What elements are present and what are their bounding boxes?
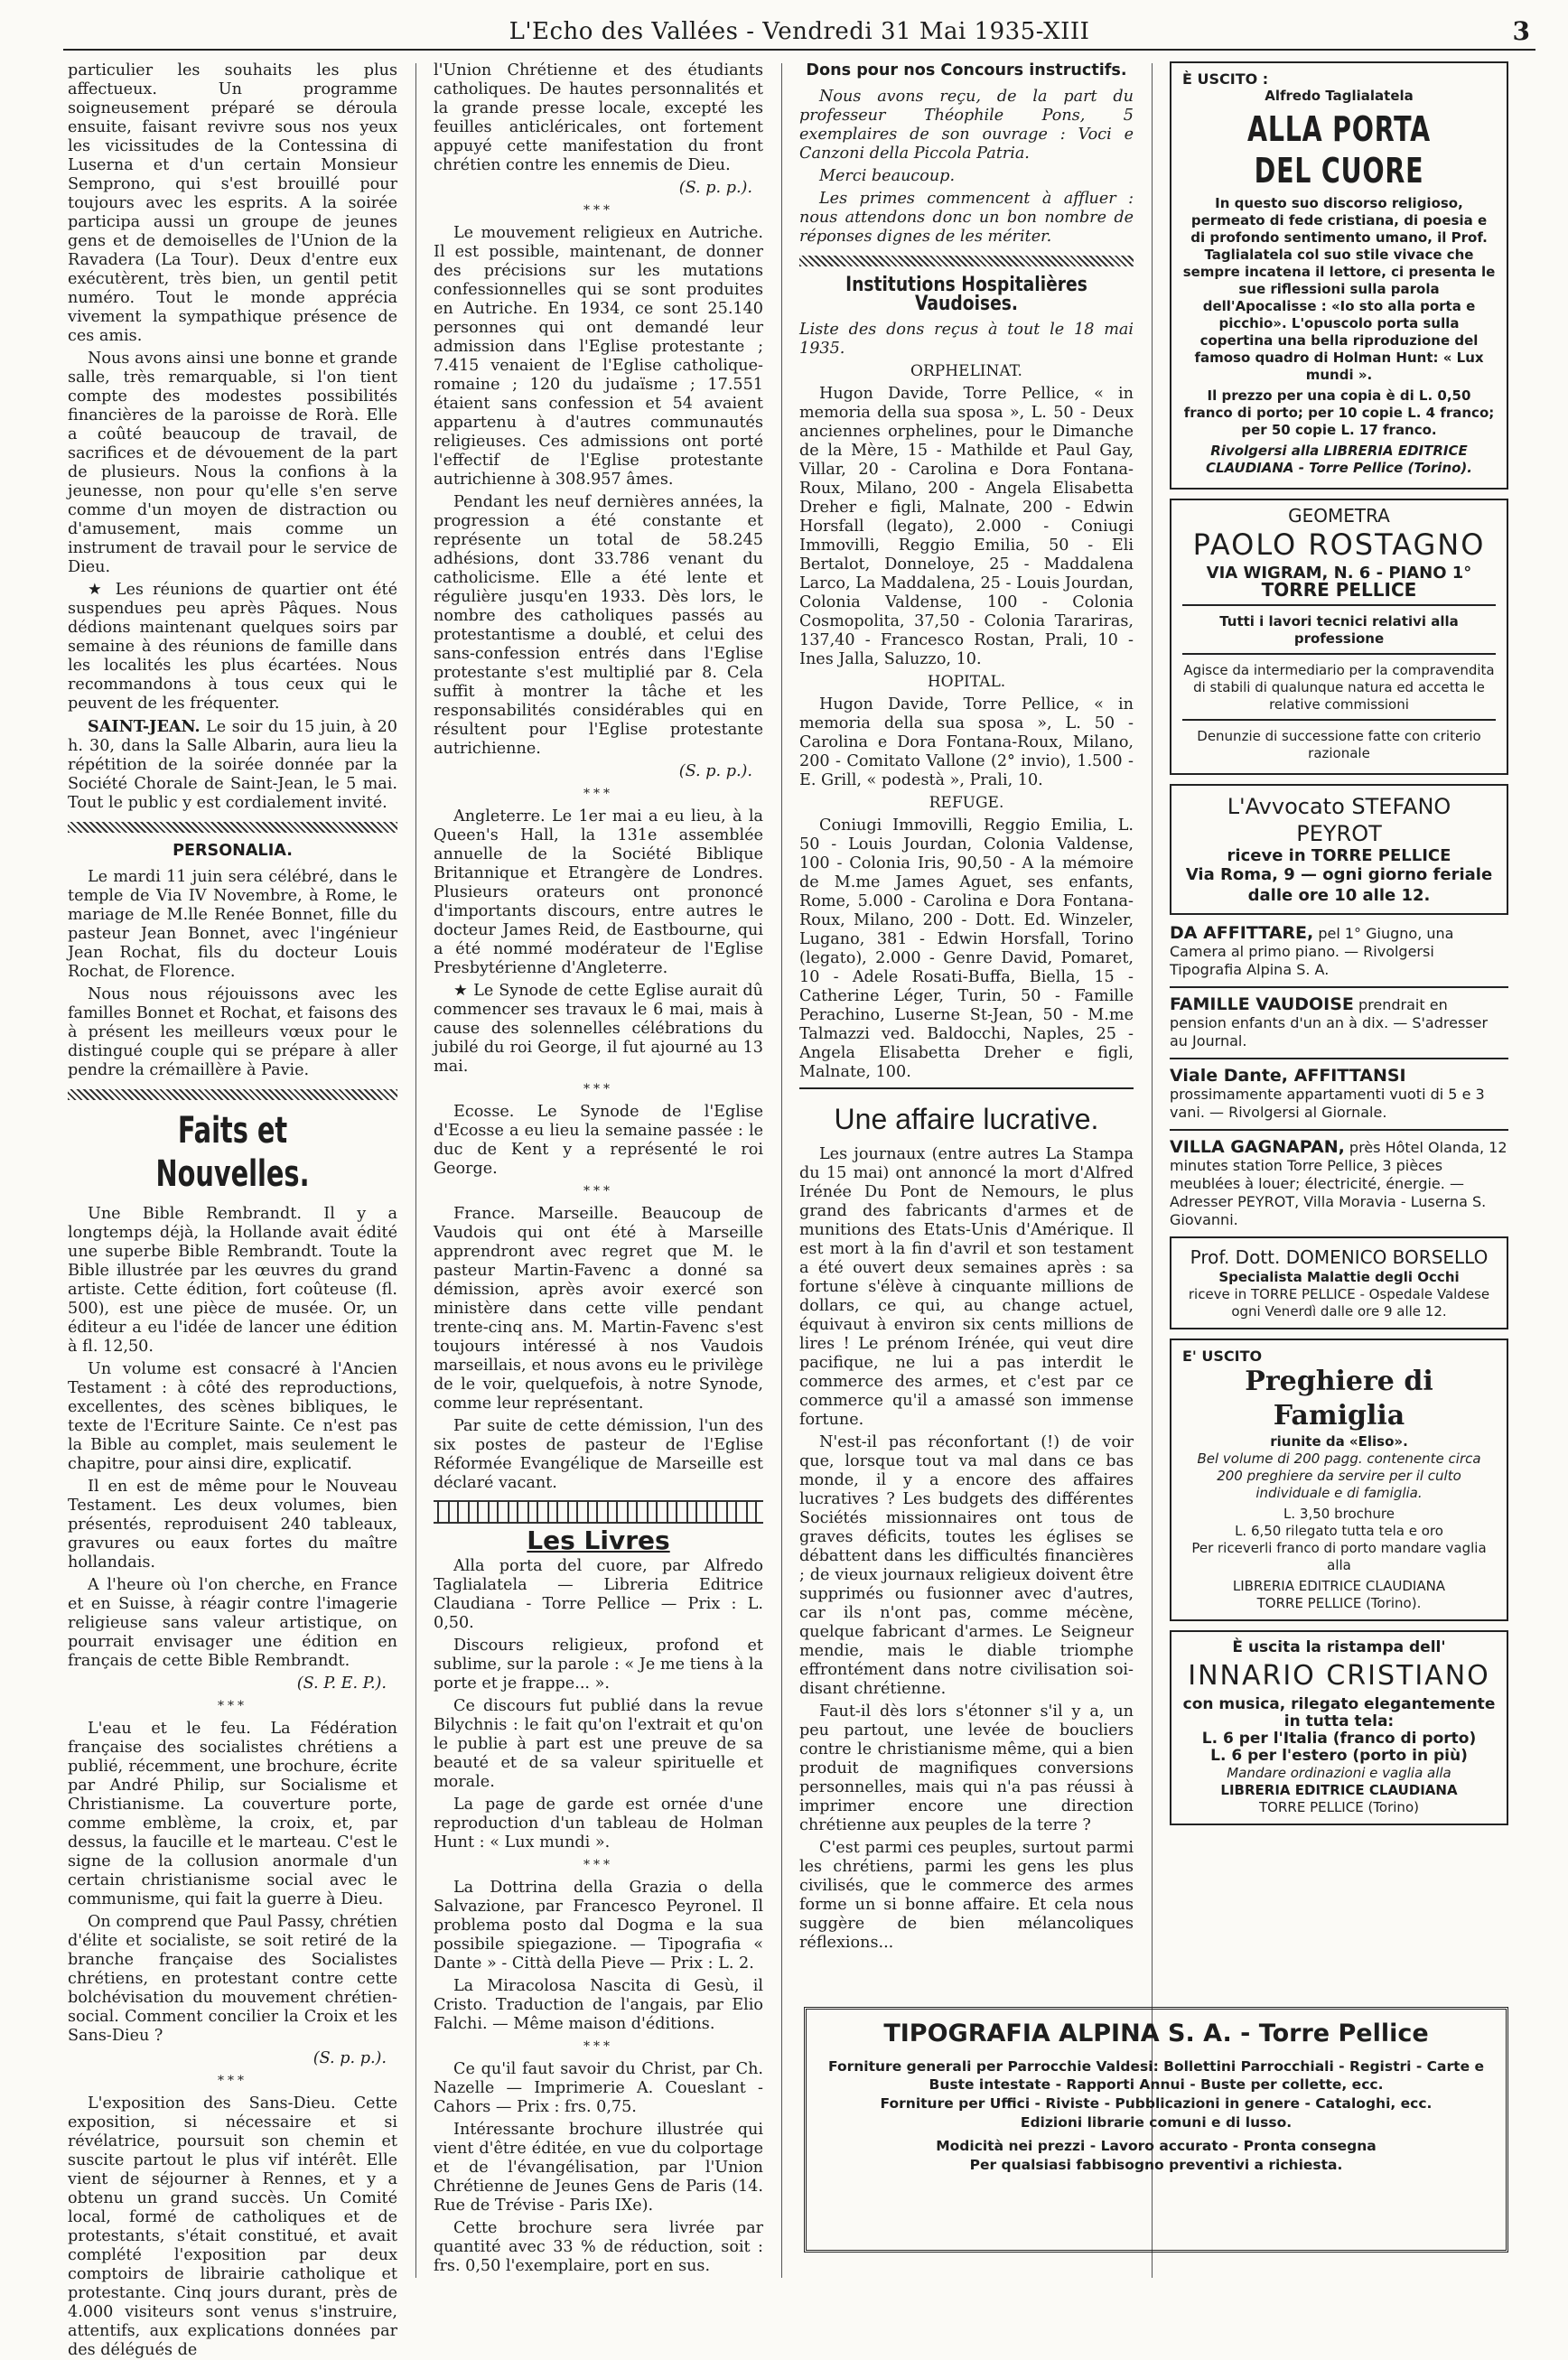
paragraph: Nous avons reçu, de la part du professeur Théophile Pons, 5 exemplaires de son ouvrage : Voci e Canzoni della Piccola Patria. bbox=[799, 88, 1134, 163]
divider bbox=[1170, 1129, 1508, 1131]
paragraph bbox=[68, 717, 397, 813]
ad-label: E' USCITO bbox=[1182, 1348, 1263, 1365]
paragraph: Par suite de cette démission, l'un des six postes de pasteur de l'Eglise Réformée Evangélique de Marseille est déclaré vacant. bbox=[434, 1417, 763, 1492]
separator: *** bbox=[583, 1082, 613, 1096]
ad-line: Specialista Malattie degli Occhi bbox=[1218, 1269, 1460, 1285]
classified-ad bbox=[1170, 924, 1508, 979]
column-rule bbox=[781, 63, 782, 2278]
classified-text: près Hôtel Olanda, 12 minutes station Torre Pellice, 3 pièces meublées à louer; électricité, énergie. — Adresser PEYROT, Villa Moravia - Luserna S. Giovanni. bbox=[1170, 1139, 1507, 1228]
divider bbox=[1182, 719, 1496, 721]
signature: (S. P. E. P.). bbox=[296, 1674, 387, 1693]
section-title: Les Livres bbox=[527, 1525, 670, 1555]
separator: *** bbox=[583, 203, 613, 218]
ad-city: TORRE PELLICE (Torino) bbox=[1259, 1799, 1419, 1815]
ad-alla-porta bbox=[1170, 61, 1508, 490]
separator: *** bbox=[583, 1858, 613, 1872]
divider bbox=[1182, 604, 1496, 606]
ad-label: È USCITO : bbox=[1182, 70, 1269, 88]
section-title: Une affaire lucrative. bbox=[834, 1103, 1099, 1135]
classified-title: FAMILLE VAUDOISE bbox=[1170, 994, 1354, 1014]
ad-name: Prof. Dott. DOMENICO BORSELLO bbox=[1190, 1246, 1489, 1268]
paragraph: Coniugi Immovilli, Reggio Emilia, L. 50 - Louis Jourdan, Colonia Valdense, 100 - Colonia Iris, 90,50 - A la mémoire de M.me James Aguet, ses enfants, Rome, 5.000 - Carolina e Dora Fontana-Roux, Milano, 200 - Dott. Ed. Winzeler, Lugano, 381 - Edwin Horsfall, Torino (legato), 2.000 - Genre David, Pomaret, 10 - Adele Rosati-Buffa, Biella, 15 - Catherine Léger, Turin, 50 - Famille Perachino, Luserne St-Jean, 50 - M.me Talmazzi ved. Baldocchi, Naples, 25 - Angela Elisabetta Dreher e figli, Malnate, 100. bbox=[799, 816, 1134, 1081]
page-header bbox=[63, 13, 1535, 51]
page-number: 3 bbox=[1512, 16, 1530, 46]
classified-ad bbox=[1170, 1138, 1508, 1229]
ad-borsello bbox=[1170, 1236, 1508, 1329]
ad-name: PAOLO ROSTAGNO bbox=[1192, 527, 1486, 562]
paragraph: Ce discours fut publié dans la revue Bilychnis : le fait qu'on l'extrait et qu'on le publie à part est une preuve de sa beauté et de sa valeur spirituelle et morale. bbox=[434, 1697, 763, 1791]
paragraph: Ecosse. Le Synode de l'Eglise d'Ecosse a eu lieu la semaine passée : le duc de Kent y a représenté le roi George. bbox=[434, 1103, 763, 1178]
ad-city: TORRE PELLICE (Torino). bbox=[1256, 1595, 1422, 1611]
ad-title: ALLA PORTA DEL CUORE bbox=[1247, 109, 1431, 191]
classified-title: DA AFFITTARE, bbox=[1170, 923, 1314, 943]
ornament-divider bbox=[68, 1089, 397, 1100]
paragraph: N'est-il pas réconfortant (!) de voir que, lorsque tout va mal dans ce bas monde, il y a encore des affaires lucratives ? Les budgets des différentes Sociétés missionnaires ont tous de graves déficits, toutes les églises se débattent dans les difficultés financières ; de vieux journaux religieux doivent être supprimés ou fusionner avec d'autres, car ils n'ont pas, comme mécène, quelque fabricant d'armes. Le Seigneur mendie, mais le diable triomphe effrontément dans notre civilisation soi-disant chrétienne. bbox=[799, 1433, 1134, 1698]
ad-price: L. 3,50 brochure bbox=[1283, 1506, 1395, 1522]
classified-ad bbox=[1170, 995, 1508, 1050]
classified-text: pel 1° Giugno, una Camera al primo piano. — Rivolgersi Tipografia Alpina S. A. bbox=[1170, 925, 1454, 978]
ad-line: riceve in TORRE PELLICE bbox=[1227, 846, 1451, 865]
paragraph: particulier les souhaits les plus affectueux. Un programme soigneusement préparé se déroula ensuite, faisant revivre sous nos yeux les vicissitudes de la Contessina di Luserna et d'un certain Monsieur Semprono, qui s'est brouillé pour toujours avec les esprits. A la soirée participa aussi un groupe de jeunes gens et de demoiselles de l'Union de la Ravadera (La Tour). Deux d'entre eux exécutèrent, très bien, un gentil petit numéro. Tout le monde apprécia vivement la sympathique présence de ces amis. bbox=[68, 61, 397, 345]
subsection-title: HOPITAL. bbox=[927, 673, 1006, 691]
paragraph: La page de garde est ornée d'une reproduction d'un tableau de Holman Hunt : « Lux mundi ». bbox=[434, 1796, 763, 1852]
separator: *** bbox=[583, 1184, 613, 1199]
paragraph: Hugon Davide, Torre Pellice, « in memoria della sua sposa », L. 50 - Carolina e Dora Fontana-Roux, Milano, 200 - Comitato Vallone (2° invio), 1.500 - E. Grill, « podestà », Prali, 10. bbox=[799, 695, 1134, 789]
paragraph: Hugon Davide, Torre Pellice, « in memoria della sua sposa », L. 50 - Deux anciennes orphelines, pour le Dimanche de la Mère, 15 - Mathilde et Paul Gay, Villar, 20 - Carolina e Dora Fontana-Roux, Milano, 200 - Angela Elisabetta Dreher e figli, Malnate, 200 - Edwin Horsfall (legato), 2.000 - Coniugi Immovilli, Reggio Emilia, 50 - Eli Bertalot, Donneloye, 25 - Maddalena Larco, La Maddalena, 25 - Louis Jourdan, Colonia Valdense, 100 - Colonia Cosmopolita, 37,50 - Colonia Tarariras, 137,40 - Francesco Rostan, Prali, 10 - Ines Jalla, Saluzzo, 10. bbox=[799, 385, 1134, 668]
paragraph: L'exposition des Sans-Dieu. Cette exposition, si nécessaire et si révélatrice, poursuit son chemin et suscite partout le plus vif intérêt. Elle vient de séjourner à Rennes, et y a obtenu un grand succès. Un Comité local, formé de catholiques et de protestants, s'était constitué, et avait complété l'exposition par deux comptoirs de librairie catholique et protestante. Cinq jours durant, près de 4.000 visiteurs sont venus s'instruire, attentifs, aux explications données par des délégués de bbox=[68, 2094, 397, 2359]
ad-line: Via Roma, 9 — ogni giorno feriale dalle ore 10 alle 12. bbox=[1185, 865, 1493, 905]
ad-line: Modicità nei prezzi - Lavoro accurato - Pronta consegna bbox=[936, 2138, 1377, 2154]
ad-publisher: LIBRERIA EDITRICE CLAUDIANA bbox=[1220, 1782, 1458, 1798]
ad-author: Alfredo Taglialatela bbox=[1265, 88, 1414, 104]
ornament-divider bbox=[68, 822, 397, 833]
paragraph: La Miracolosa Nascita di Gesù, il Cristo. Traduction de l'angais, par Elio Falchi. — Même maison d'éditions. bbox=[434, 1977, 763, 2033]
column-3 bbox=[799, 61, 1134, 1989]
section-title: Dons pour nos Concours instructifs. bbox=[806, 61, 1127, 79]
paragraph: Discours religieux, profond et sublime, sur la parole : « Je me tiens à la porte et je frappe... ». bbox=[434, 1637, 763, 1693]
paragraph: France. Marseille. Beaucoup de Vaudois qui ont été à Marseille apprendront avec regret que M. le pasteur Martin-Favenc a donné sa démission, après avoir exercé son ministère dans cette ville pendant trente-cinq ans. M. Martin-Favenc s'est toujours intéressé à nos Vaudois marseillais, et nous avons eu le privilège de le voir, quelquefois, à notre Synode, comme leur représentant. bbox=[434, 1205, 763, 1413]
paragraph: L'eau et le feu. La Fédération française des socialistes chrétiens a publié, récemment, une brochure, écrite par André Philip, sur Socialisme et Christianisme. La couverture porte, comme emblème, la croix, et, par dessus, la faucille et le marteau. C'est le signe de la collusion anormale d'un certain christianisme social avec le communisme, qui fait la guerre à Dieu. bbox=[68, 1720, 397, 1908]
signature: (S. p. p.). bbox=[313, 2049, 387, 2067]
ad-geometra bbox=[1170, 499, 1508, 775]
signature: (S. p. p.). bbox=[678, 762, 752, 780]
ad-line: con musica, rilegato elegantemente in tutta tela: bbox=[1182, 1695, 1496, 1730]
ad-order: Per riceverli franco di porto mandare vaglia alla bbox=[1191, 1540, 1487, 1573]
classified-text: prossimamente appartamenti vuoti di 5 e 3 vani. — Rivolgersi al Giornale. bbox=[1170, 1086, 1485, 1121]
ad-innario bbox=[1170, 1630, 1508, 1825]
ad-price: L. 6 per l'estero (porto in più) bbox=[1210, 1747, 1468, 1765]
ad-line: Forniture per Uffici - Riviste - Pubblicazioni in genere - Cataloghi, ecc. bbox=[880, 2095, 1433, 2112]
paragraph: Merci beaucoup. bbox=[819, 167, 956, 185]
ad-address: VIA WIGRAM, N. 6 - PIANO 1° bbox=[1206, 564, 1472, 583]
ad-order: Mandare ordinazioni e vaglia alla bbox=[1227, 1765, 1451, 1781]
paragraph: La Dottrina della Grazia o della Salvazione, par Francesco Peyronel. Il problema posto dal Dogma e la sua possibile spiegazione. — Tipografia « Dante » - Città della Pieve — Prix : L. 2. bbox=[434, 1879, 763, 1973]
separator: *** bbox=[218, 2074, 247, 2088]
paragraph: Faut-il dès lors s'étonner s'il y a, un peu partout, une levée de boucliers contre le christianisme même, qui a bien produit de magnifiques conversions personnelles, mais qui n'a pas réussi à imprimer encore une direction chrétienne aux peuples de la terre ? bbox=[799, 1702, 1134, 1834]
classified-title: VILLA GAGNAPAN, bbox=[1170, 1137, 1345, 1157]
section-title: PERSONALIA. bbox=[173, 842, 293, 860]
ad-preghiere bbox=[1170, 1339, 1508, 1621]
column-rule bbox=[1152, 63, 1153, 2278]
ad-line: Forniture generali per Parrocchie Valdesi: Bollettini Parrocchiali - Registri - Carte e Buste intestate - Rapporti Annui - Buste per collette, ecc. bbox=[828, 2058, 1484, 2093]
section-title: Faits et Nouvelles. bbox=[155, 1110, 310, 1195]
separator: *** bbox=[218, 1699, 247, 1713]
separator: *** bbox=[583, 2039, 613, 2054]
ad-line: Agisce da intermediario per la compravendita di stabili di qualunque natura ed accetta le relative commissioni bbox=[1183, 662, 1495, 713]
paragraph: Cette brochure sera livrée par quantité avec 33 % de réduction, soit : frs. 0,50 l'exemplaire, port en sus. bbox=[434, 2219, 763, 2275]
paragraph: On comprend que Paul Passy, chrétien d'élite et socialiste, se soit retiré de la branche française des Socialistes chrétiens, en protestant contre cette bolchévisation du mouvement chrétien-social. Comment concilier la Croix et les Sans-Dieu ? bbox=[68, 1913, 397, 2045]
paragraph: l'Union Chrétienne et des étudiants catholiques. De hautes personnalités et la grande presse locale, excepté les feuilles anticléricales, ont fortement appuyé cette manifestation du front chrétien contre les ennemis de Dieu. bbox=[434, 61, 763, 174]
paragraph: ★ Le Synode de cette Eglise aurait dû commencer ses travaux le 6 mai, mais à cause des solennelles célébrations du jubilé du roi George, il fut ajourné au 13 mai. bbox=[434, 982, 763, 1076]
ad-line: Tutti i lavori tecnici relativi alla professione bbox=[1219, 613, 1459, 647]
signature: (S. p. p.). bbox=[678, 179, 752, 197]
ad-body: Bel volume di 200 pagg. contenente circa 200 preghiere da servire per il culto individuale e di famiglia. bbox=[1197, 1451, 1481, 1501]
ad-price: L. 6,50 rilegato tutta tela e oro bbox=[1235, 1523, 1443, 1539]
list-subtitle: Liste des dons reçus à tout le 18 mai 1935. bbox=[799, 321, 1134, 358]
ad-label: GEOMETRA bbox=[1288, 505, 1390, 527]
paragraph: Le mouvement religieux en Autriche. Il est possible, maintenant, de donner des précisions sur les mutations confessionnelles qui se sont produites en Autriche. En 1934, ce sont 25.140 personnes qui ont demandé leur admission dans l'Eglise protestante ; 7.415 venaient de l'Eglise catholique-romaine ; 120 du judaïsme ; 17.551 étaient sans confession et 54 avaient appartenu à d'autres communautés religieuses. Ces admissions ont porté l'effectif de l'Eglise protestante autrichienne à 308.957 âmes. bbox=[434, 224, 763, 489]
ad-city: TORRE PELLICE bbox=[1261, 579, 1417, 601]
paragraph: C'est parmi ces peuples, surtout parmi les chrétiens, parmi les gens les plus civilisés, que le commerce des armes forme un si bonne affaire. Et cela nous suggère de bien mélancoliques réflexions... bbox=[799, 1839, 1134, 1952]
header-title: L'Echo des Vallées - Vendredi 31 Mai 1935-XIII bbox=[509, 18, 1090, 45]
separator: *** bbox=[583, 787, 613, 801]
paragraph: Il en est de même pour le Nouveau Testament. Les deux volumes, bien présentés, reproduisent 240 tableaux, gravures ou eaux fortes du maître hollandais. bbox=[68, 1478, 397, 1572]
ad-line: Denunzie di successione fatte con criterio razionale bbox=[1197, 728, 1481, 761]
ad-title: INNARIO CRISTIANO bbox=[1188, 1660, 1490, 1692]
paragraph: ★ Les réunions de quartier ont été suspendues peu après Pâques. Nous dédions maintenant quelques soirs par semaine à des réunions de famille dans les localités les plus écartées. Nous recommandons à tous ceux qui le peuvent de les fréquenter. bbox=[68, 581, 397, 713]
column-4-ads bbox=[1170, 61, 1508, 1989]
paragraph-text: Le soir du 15 juin, à 20 h. 30, dans la Salle Albarin, aura lieu la répétition de la soirée donnée par la Société Chorale de Saint-Jean, le 5 mai. Tout le public y est cordialement invité. bbox=[68, 718, 397, 812]
paragraph: Angleterre. Le 1er mai a eu lieu, à la Queen's Hall, la 131e assemblée annuelle de la Société Biblique Britannique et Etrangère de Londres. Plusieurs orateurs ont prononcé d'importants discours, entre autres le docteur James Reid, de Eastbourne, qui a été nommé modérateur de l'Eglise Presbytérienne d'Angleterre. bbox=[434, 807, 763, 977]
ad-subtitle: riunite da «Eliso». bbox=[1270, 1433, 1408, 1450]
column-rule bbox=[415, 63, 416, 2278]
ad-avvocato bbox=[1170, 784, 1508, 915]
ad-publisher: LIBRERIA EDITRICE CLAUDIANA bbox=[1232, 1578, 1446, 1594]
ad-tipografia bbox=[804, 2007, 1508, 2253]
ad-name: L'Avvocato STEFANO PEYROT bbox=[1227, 794, 1451, 846]
paragraph: Un volume est consacré à l'Ancien Testament : à côté des reproductions, excellentes, des scènes bibliques, le texte de l'Ecriture Sainte. Ce n'est pas la Bible au complet, mais seulement le chapitre, pour ainsi dire, explicatif. bbox=[68, 1360, 397, 1473]
paragraph-label: SAINT-JEAN. bbox=[88, 717, 201, 736]
ad-order: Rivolgersi alla LIBRERIA EDITRICE CLAUDIANA - Torre Pellice (Torino). bbox=[1206, 443, 1472, 476]
column-2 bbox=[434, 61, 763, 2278]
paragraph: Les journaux (entre autres La Stampa du 15 mai) ont annoncé la mort d'Alfred Irénée Du Pont de Nemours, le plus grand des fabricants d'armes et de munitions des Etats-Unis d'Amérique. Il est mort à la fin d'avril et son testament a été ouvert deux semaines après : sa fortune s'élève à cinquante millions de dollars, ce qui, au change actuel, équivaut à environ six cents millions de lires ! Le prénom Irénée, qui veut dire pacifique, ne lui a pas interdit le commerce des armes, et c'est par ce commerce qu'il a amassé son immense fortune. bbox=[799, 1145, 1134, 1429]
divider bbox=[1182, 653, 1496, 655]
paragraph: Nous avons ainsi une bonne et grande salle, très remarquable, si l'on tient compte des modestes possibilités financières de la paroisse de Rorà. Elle a coûté beaucoup de travail, de sacrifices et de dévouement de la part de plusieurs. Nous la confions à la jeunesse, non pour qu'elle s'en serve comme d'un moyen de distraction ou d'amusement, mais comme un instrument de travail pour le service de Dieu. bbox=[68, 350, 397, 576]
ad-line: riceve in TORRE PELLICE - Ospedale Valdese ogni Venerdì dalle ore 9 alle 12. bbox=[1188, 1286, 1490, 1320]
ad-line: È uscita la ristampa dell' bbox=[1232, 1638, 1446, 1656]
column-1 bbox=[68, 61, 397, 2359]
paragraph: Une Bible Rembrandt. Il y a longtemps déjà, la Hollande avait édité une superbe Bible Rembrandt. Toute la Bible illustrée par les œuvres du grand artiste. Cette édition, fort coûteuse (fl. 500), est une pièce de musée. Or, un éditeur a eu l'idée de lancer une édition à fl. 12,50. bbox=[68, 1205, 397, 1356]
divider bbox=[1170, 1058, 1508, 1059]
ad-line: Per qualsiasi fabbisogno preventivi a richiesta. bbox=[969, 2157, 1343, 2173]
paragraph: Intéressante brochure illustrée qui vient d'être éditée, en vue du colportage et de l'évangélisation, par l'Union Chrétienne de Jeunes Gens de Paris (14. Rue de Trévise - Paris IXe). bbox=[434, 2121, 763, 2215]
paragraph: Les primes commencent à affluer : nous attendons donc un bon nombre de réponses dignes de les mériter. bbox=[799, 190, 1134, 246]
classified-text: prendrait en pension enfants d'un an à dix. — S'adresser au Journal. bbox=[1170, 996, 1489, 1049]
ad-title: TIPOGRAFIA ALPINA S. A. - Torre Pellice bbox=[883, 2020, 1429, 2048]
ad-price: L. 6 per l'Italia (franco di porto) bbox=[1201, 1730, 1477, 1748]
paragraph: Alla porta del cuore, par Alfredo Taglialatela — Libreria Editrice Claudiana - Torre Pellice — Prix : L. 0,50. bbox=[434, 1557, 763, 1632]
section-title: Institutions Hospitalières Vaudoises. bbox=[845, 274, 1087, 315]
ad-title: Preghiere di Famiglia bbox=[1245, 1366, 1433, 1432]
paragraph: Le mardi 11 juin sera célébré, dans le temple de Via IV Novembre, à Rome, le mariage de M.lle Renée Bonnet, fille du pasteur Jean Bonnet, avec l'ingénieur Jean Rochat, fils du docteur Louis Rochat, de Florence. bbox=[68, 868, 397, 981]
classified-title: Viale Dante, AFFITTANSI bbox=[1170, 1066, 1406, 1086]
subsection-title: REFUGE. bbox=[929, 794, 1004, 812]
ornament-divider bbox=[799, 256, 1134, 266]
ad-line: Edizioni librarie comuni e di lusso. bbox=[1020, 2114, 1293, 2131]
paragraph: Nous nous réjouissons avec les familles Bonnet et Rochat, et faisons des à présent les meilleurs vœux pour le distingué couple qui se prépare à aller pendre la crémaillère à Pavie. bbox=[68, 985, 397, 1079]
ad-body: In questo suo discorso religioso, permeato di fede cristiana, di poesia e di profondo sentimento umano, il Prof. Taglialatela col suo stile vivace che sempre incatena il lettore, ci presenta le sue riflessioni sulla parola dell'Apocalisse : «Io sto alla porta e picchio». L'opuscolo porta sulla copertina una bella riproduzione del famoso quadro di Holman Hunt: « Lux mundi ». bbox=[1182, 195, 1496, 383]
paragraph: Ce qu'il faut savoir du Christ, par Ch. Nazelle — Imprimerie A. Coueslant - Cahors — Prix : frs. 0,75. bbox=[434, 2060, 763, 2116]
divider bbox=[1170, 986, 1508, 988]
ad-price: Il prezzo per una copia è di L. 0,50 franco di porto; per 10 copie L. 4 franco; per 50 copie L. 17 franco. bbox=[1183, 387, 1495, 438]
divider bbox=[799, 1087, 1134, 1089]
ornament-frieze bbox=[434, 1500, 763, 1524]
subsection-title: ORPHELINAT. bbox=[910, 362, 1022, 380]
paragraph: A l'heure où l'on cherche, en France et en Suisse, à réagir contre l'imagerie religieuse sans valeur artistique, on pourrait envisager une édition en français de cette Bible Rembrandt. bbox=[68, 1576, 397, 1670]
classified-ad bbox=[1170, 1067, 1508, 1122]
paragraph: Pendant les neuf dernières années, la progression a été constante et représente un total de 58.245 adhésions, dont 33.786 venant du catholicisme. Elle a été lente et régulière jusqu'en 1933. Dès lors, le nombre des catholiques passés au protestantisme a doublé, et celui des sans-confession entrés dans l'Eglise protestante s'est multiplié par 8. Cela suffit à montrer la tâche et les responsabilités considérables qui en résultent pour l'Eglise protestante autrichienne. bbox=[434, 493, 763, 758]
